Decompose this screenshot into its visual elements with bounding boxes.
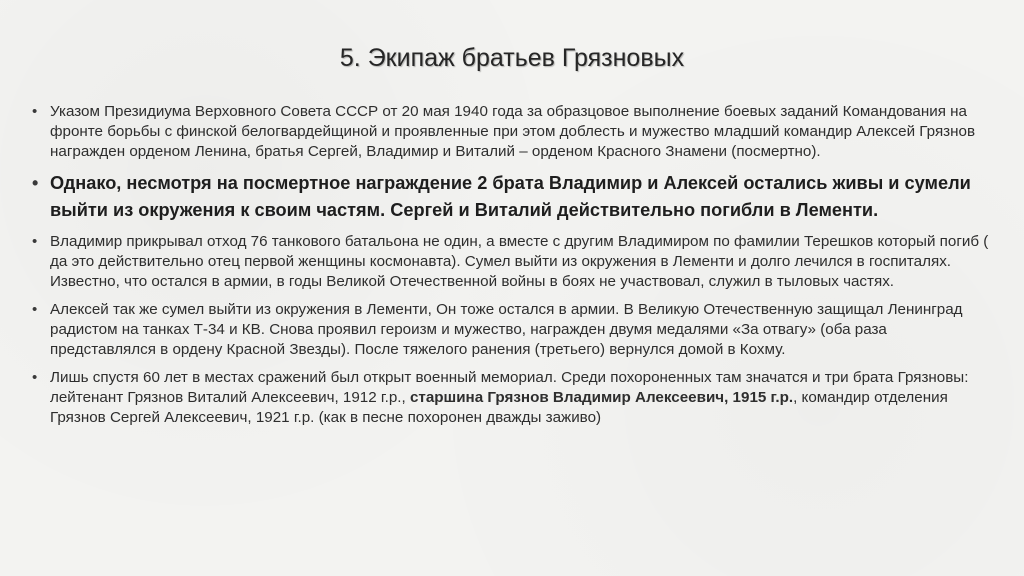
bullet-list <box>32 102 992 436</box>
bullet-text: Однако, несмотря на посмертное награждение 2 брата Владимир и Алексей остались живы и сумели выйти из окружения к своим частям. Сергей и Виталий действительно погибли в Лементи. <box>50 173 971 220</box>
bullet-text-part2: , командир отделения Грязнов Сергей Алексеевич, 1921 г.р. (как в песне похоронен дважды заживо) <box>50 389 948 426</box>
bullet-item-alexey <box>32 300 992 360</box>
bullet-text: Алексей так же сумел выйти из окружения в Лементи, Он тоже остался в армии. В Великую Отечественную защищал Ленинград радистом на танках Т-34 и КВ. Снова проявил героизм и мужество, награжден двумя медалями «За отвагу» (оба раза представлялся в ордену Красной Звезды). После тяжелого ранения (третьего) вернулся домой в Кохму. <box>50 301 963 358</box>
bullet-item-decree <box>32 102 992 162</box>
bullet-text-part1: Лишь спустя 60 лет в местах сражений был открыт военный мемориал. Среди похороненных там значатся и три брата Грязновы: лейтенант Грязнов Виталий Алексеевич, 1912 г.р., <box>50 369 969 406</box>
bullet-item-memorial <box>32 368 992 428</box>
bullet-text: Указом Президиума Верховного Совета СССР от 20 мая 1940 года за образцовое выполнение боевых заданий Командования на фронте борьбы с финской белогвардейщиной и проявленные при этом доблесть и мужество младший командир Алексей Грязнов награжден орденом Ленина, братья Сергей, Владимир и Виталий – орденом Красного Знамени (посмертно). <box>50 103 976 160</box>
bullet-item-vladimir <box>32 232 992 292</box>
bullet-text: Владимир прикрывал отход 76 танкового батальона не один, а вместе с другим Владимиром по фамилии Терешков который погиб ( да это действительно отец первой женщины космонавта). Сумел выйти из окружения в Лементи и долго лечился в госпиталях. Известно, что остался в армии, в годы Великой Отечественной войны в боях не участвовал, служил в тыловых частях. <box>50 233 989 290</box>
bullet-text-bold: старшина Грязнов Владимир Алексеевич, 1915 г.р. <box>409 389 794 406</box>
bullet-item-survivors <box>32 170 992 224</box>
slide-title: 5. Экипаж братьев Грязновых <box>339 44 685 72</box>
